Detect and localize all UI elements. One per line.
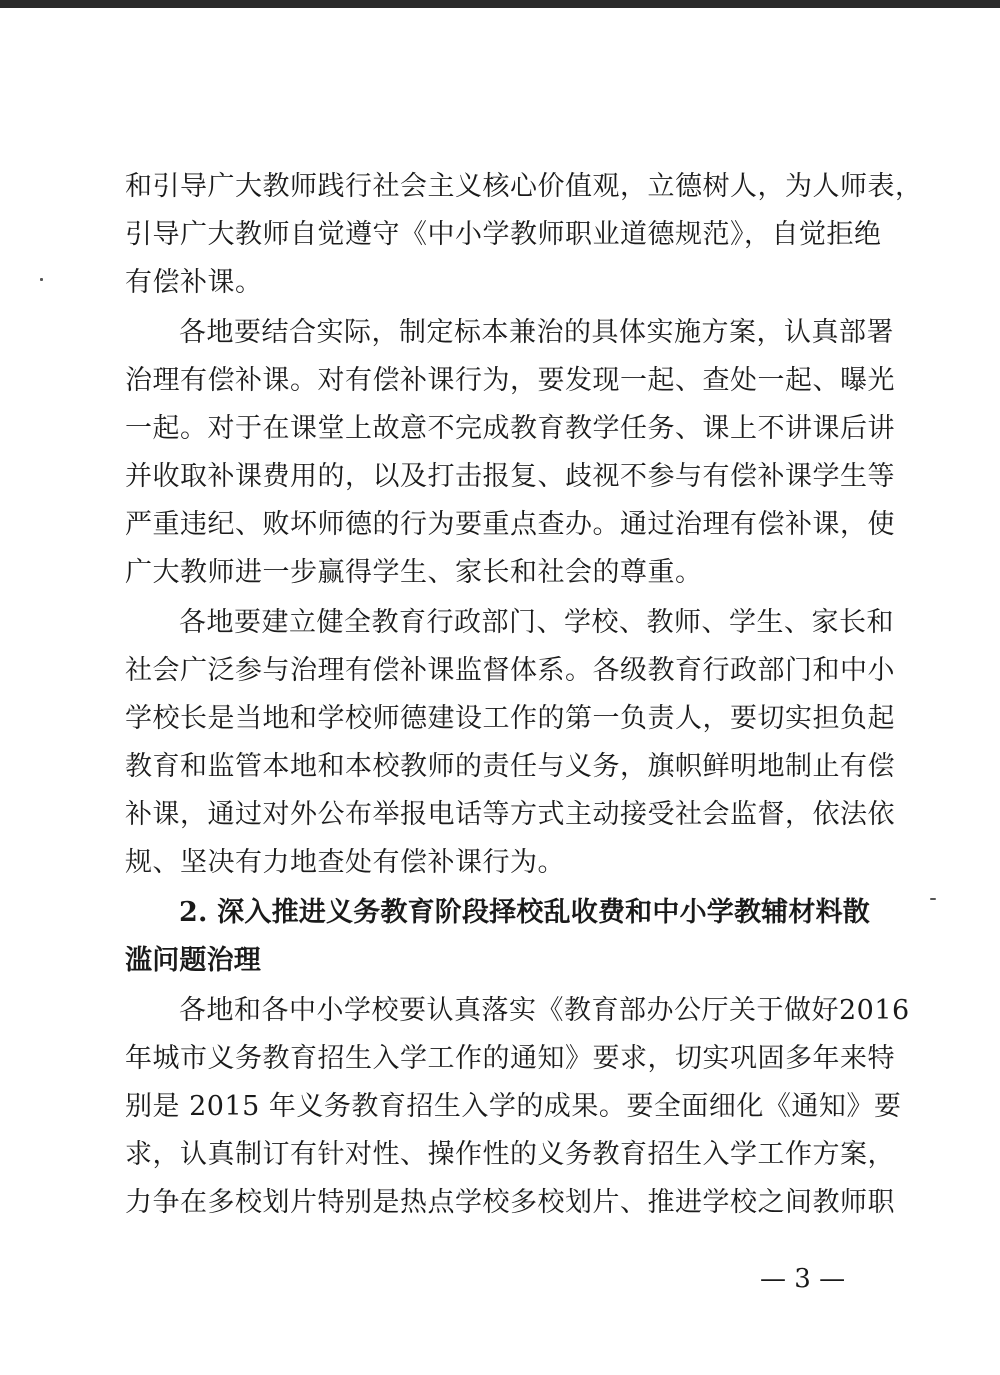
text-line: 引导广大教师自觉遵守《中小学教师职业道德规范》，自觉拒绝 <box>125 219 882 250</box>
text-line: 治理有偿补课。对有偿补课行为，要发现一起、查处一起、曝光 <box>125 365 895 396</box>
text-line: 一起。对于在课堂上故意不完成教育教学任务、课上不讲课后讲 <box>125 413 895 444</box>
text-line: 严重违纪、败坏师德的行为要重点查办。通过治理有偿补课，使 <box>125 509 895 540</box>
document-body <box>125 163 923 1227</box>
scan-border <box>0 0 1000 8</box>
text-line: 规、坚决有力地查处有偿补课行为。 <box>125 847 565 878</box>
text-line: 广大教师进一步赢得学生、家长和社会的尊重。 <box>125 557 703 588</box>
text-line: 力争在多校划片特别是热点学校多校划片、推进学校之间教师职 <box>125 1187 895 1218</box>
text-line: 补课，通过对外公布举报电话等方式主动接受社会监督，依法依 <box>125 799 895 830</box>
text-line: 各地要结合实际，制定标本兼治的具体实施方案，认真部署 <box>179 317 894 348</box>
text-line: 有偿补课。 <box>125 267 263 298</box>
text-line: 各地和各中小学校要认真落实《教育部办公厅关于做好2016 <box>179 995 910 1026</box>
text-line: 和引导广大教师践行社会主义核心价值观，立德树人，为人师表， <box>125 171 923 202</box>
text-line: 教育和监管本地和本校教师的责任与义务，旗帜鲜明地制止有偿 <box>125 751 895 782</box>
section-heading: 2. 深入推进义务教育阶段择校乱收费和中小学教辅材料散 <box>179 897 870 928</box>
text-line: 别是 2015 年义务教育招生入学的成果。要全面细化《通知》要 <box>125 1091 902 1122</box>
text-line: 各地要建立健全教育行政部门、学校、教师、学生、家长和 <box>179 607 894 638</box>
text-line: 求，认真制订有针对性、操作性的义务教育招生入学工作方案， <box>125 1139 895 1170</box>
scan-speck <box>930 898 936 900</box>
text-line: 社会广泛参与治理有偿补课监督体系。各级教育行政部门和中小 <box>125 655 895 686</box>
text-line: 并收取补课费用的，以及打击报复、歧视不参与有偿补课学生等 <box>125 461 895 492</box>
text-line: 学校长是当地和学校师德建设工作的第一负责人，要切实担负起 <box>125 703 895 734</box>
scan-speck <box>40 278 43 281</box>
text-line: 年城市义务教育招生入学工作的通知》要求，切实巩固多年来特 <box>125 1043 895 1074</box>
section-heading-continued: 滥问题治理 <box>125 945 261 976</box>
page-number: — 3 — <box>760 1264 846 1294</box>
